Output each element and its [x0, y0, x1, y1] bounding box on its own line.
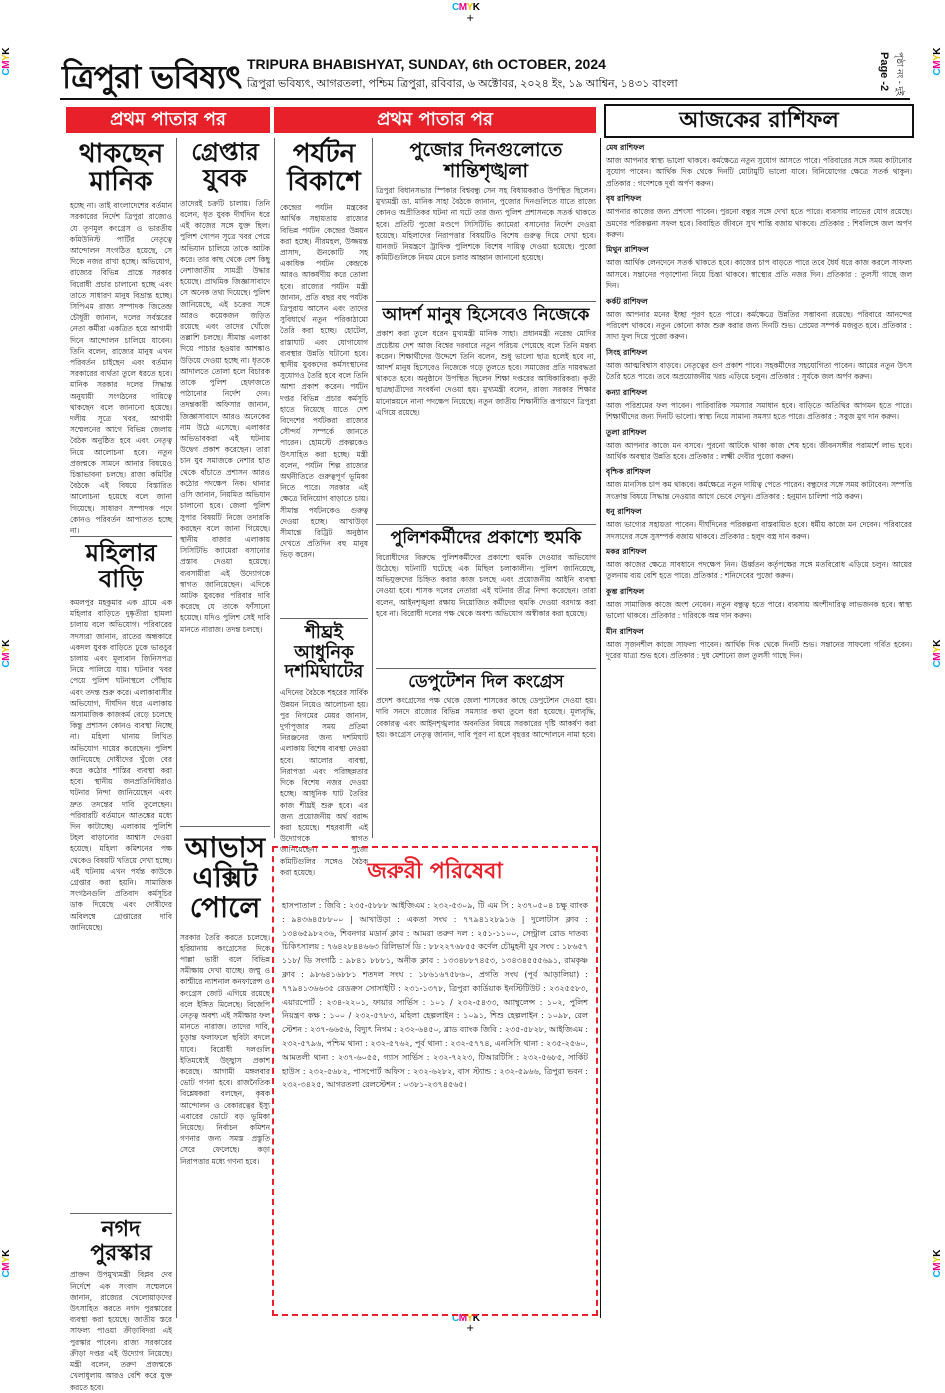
emergency-services-list: হাসপাতাল : জিবি : ২৩৫-৫৮৮৮ আইজিএম : ২৩২-৫৩০৯, টি এম সি : ২৩৭০৫০৪ চক্ষু ব্যাংক : ৯৪৩৬৪৫৮৮০০ | আখাউড়া : একতা সংঘ : ৭৭৯৪১২৮৯১৬ | দুলোটাস ক্লাব : ১৩৪৬৫৯৮২৩৬, শিবনগর মডার্ন ক্লাব : আমরা তরুণ দল : ২৫১-১১০০, সেন্ট্রাল রোড দাতব্য চিকিৎসালয় : ৭৬৪২৮৪৪৬৬৩ রিলিভার্স ডি : ৮৮২২৭৬৮৫৫ কর্ণেল চৌমুহনী যুব সংঘ : ১৮৬৫৭ ১১৮/ ডি সংগঠি : ৯৮৪১ ৮৮৮১, অনীক ক্লাব : ১৩৩৪৮৮৭৪৫৩, ১৩৪৩৪৫৫৫৬৯১, রামকৃষ্ণ ক্লাব : ৯৮৬৪১৬৮৮১ শতদল সংঘ : ১৮৬১৬৭৫৮৬০, প্রগতি সংঘ (পূর্ব আড়ালিয়া) : ৭৭৯৪১৩৬৬৩৫ রেডক্রস সোসাইটি : ২৩১-১৩৭৮, ত্রিপুরা কার্ডিয়াক ইনস্টিটিউট : ২৩২৫৫৮৩, এয়ারপোর্ট : ২৩৪-২২০১, ফায়ার সার্ভিস : ১০১ / ২৩২-৫৪৩৩, অ্যাম্বুলেন্স : ১০২, পুলিশ নিয়ন্ত্রণ কক্ষ : ১০০ / ২৩২-৫৭৮৩, মহিলা হেল্পলাইন : ১০৯১, শিশু হেল্পলাইন : ১০৯৮, রেল স্টেশন : ২৩৭-৬৬৫৬, বিদ্যুৎ নিগম : ২৩২-৬৪৫০, ব্লাড ব্যাংক জিবি : ২৩৫-৫৮২৮, আইজিএম : ২৩২-৫৭৯৬, পশ্চিম থানা : ২৩২-৫৭৬২, পূর্ব থানা : ২৩২-৫৭৭৪, এনসিসি থানা : ২৩৫-২৫৬০, আমতলী থানা : ২৩৭-৬০৫৫, গ্যাস সার্ভিস : ২৩২-৭২২৩, টিআরটিসি : ২৩২-৫৬৮৫, সার্কিট হাউস : ২৩২-৫৬৮২, পাসপোর্ট অফিস : ২৩২-৬২৮২, বাস স্ট্যান্ড : ২৩২-৫৯৬৬, ত্রিপুরা ভবন : ২৩২-৩৪২৫, আগরতলা রেলস্টেশন : ০৩৮১-২৩৭৪৫৬৫।	[282, 901, 588, 1090]
rashifal-sign-heading: মকর রাশিফল	[606, 546, 647, 556]
rashifal-sign-text: আজ পরিশ্রমের ফল পাবেন। পারিবারিক সমস্যার সমাধান হবে। বাড়িতে অতিথির আগমন হতে পারে। শিক্ষার্থীদের জন্য দিনটি ভালো। স্বাস্থ্য নিয়ে সামান্য সমস্যা হতে পারে। প্রতিকার : সবুজ মুগ দান করুন।	[606, 400, 912, 422]
registration-cmyk-right-bottom: CMYK	[932, 1250, 943, 1278]
headline-nagad-puraskar: নগদ পুরস্কার	[70, 1213, 172, 1266]
rashifal-item	[606, 244, 912, 291]
headline-greptar-jubak: গ্রেপ্তার যুবক	[191, 138, 259, 192]
rashifal-item	[606, 347, 912, 383]
headline-abhas-exit-poll: আভাস এক্সিট পোলে	[180, 826, 270, 924]
rashifal-sign-heading: বৃষ রাশিফল	[606, 194, 642, 204]
page-number: Page -2	[878, 52, 890, 92]
registration-cmyk-left-bottom: CMYK	[1, 1250, 12, 1278]
rashifal-sign-heading: ধনু রাশিফল	[606, 507, 642, 517]
registration-plus-top: +	[466, 13, 475, 24]
section-bar-middle: প্রথম পাতার পর	[274, 107, 596, 133]
rashifal-column	[606, 142, 912, 1318]
section-bar-rashifal: আজকের রাশিফল	[604, 104, 914, 138]
masthead-rule	[60, 98, 910, 100]
column-divider-3	[372, 138, 373, 838]
headline-thakchhen-manik: থাকছেন মানিক	[78, 139, 164, 198]
masthead-title-line: TRIPURA BHABISHYAT, SUNDAY, 6th OCTOBER, 2024	[247, 56, 606, 72]
rashifal-item	[606, 427, 912, 463]
article-body-dashamighat: এদিনের বৈঠকে শহরের সার্বিক উন্নয়ন নিয়েও আলোচনা হয়। পুর নিগমের মেয়র জানান, দুর্গাপূজার সময় প্রতিমা নিরঞ্জনের জন্য দশমিঘাট এলাকায় বিশেষ ব্যবস্থা নেওয়া হবে। আলোর ব্যবস্থা, নিরাপত্তা এবং পরিচ্ছন্নতার দিকে বিশেষ নজর দেওয়া হচ্ছে। আধুনিক ঘাট তৈরির কাজ শীঘ্রই শুরু হবে। এর জন্য প্রয়োজনীয় অর্থ বরাদ্দ করা হয়েছে। শহরবাসী এই উদ্যোগকে স্বাগত জানিয়েছেন। পুজো কমিটিগুলির সঙ্গেও বৈঠক করা হয়েছে।	[280, 688, 368, 877]
rashifal-sign-text: আপনার কাজের জন্য প্রশংসা পাবেন। পুরনো বন্ধুর সঙ্গে দেখা হতে পারে। ব্যবসায় লাভের যোগ রয়েছে। ভ্রমণের পরিকল্পনা সফল হবে। বিবাহিত জীবনে সুখ শান্তি বজায় থাকবে। প্রতিকার : শিবলিঙ্গে জল অর্পণ করুন।	[606, 207, 912, 240]
rashifal-sign-text: আজ ভাগ্যের সহায়তা পাবেন। দীর্ঘদিনের পরিকল্পনা বাস্তবায়িত হবে। ধর্মীয় কাজে মন দেবেন। পরিবারের সদস্যদের সঙ্গে সুসম্পর্ক বজায় থাকবে। প্রতিকার : হলুদ বস্ত্র দান করুন।	[606, 520, 912, 541]
rashifal-sign-heading: কর্কট রাশিফল	[606, 296, 648, 306]
registration-plus-bottom: +	[466, 1323, 475, 1334]
rashifal-item	[606, 296, 912, 343]
rashifal-sign-heading: মিথুন রাশিফল	[606, 245, 649, 255]
article-body-abhas-exit-poll: সরকার তৈরি করতে চলেছে। হরিয়ানায় কংগ্রেসের দিকে পাল্লা ভারী বলে বিভিন্ন সমীক্ষায় দেখা যাচ্ছে। জম্মু ও কাশ্মীরে ন্যাশনাল কনফারেন্স ও কংগ্রেস জোট এগিয়ে রয়েছে বলে ইঙ্গিত মিলেছে। বিজেপি নেতৃত্ব অবশ্য এই সমীক্ষার ফল মানতে নারাজ। তাদের দাবি, চূড়ান্ত ফলাফলে ছবিটা বদলে যাবে। বিরোধী দলগুলি ইতিমধ্যেই উচ্ছ্বাস প্রকাশ করেছে। আগামী মঙ্গলবার ভোট গণনা হবে। রাজনৈতিক বিশ্লেষকরা বলছেন, কৃষক আন্দোলন ও বেকারত্বের ইস্যু এবারের ভোটে বড় ভূমিকা নিয়েছে। নির্বাচন কমিশন গণনার জন্য সমস্ত প্রস্তুতি সেরে ফেলেছে। কড়া নিরাপত্তার মধ্যে গণনা হবে।	[180, 932, 270, 1166]
column-divider-2	[274, 138, 275, 838]
article-body-thakchhen-manik: হচ্ছে না। তাই বাংলাদেশের বর্তমান সরকারের নির্দেশ ত্রিপুরা রাজ্যেও যে তৃণমূল কংগ্রেস ও ভারতীয় কমিউনিস্ট পার্টির নেতৃত্বে আন্দোলন সংগঠিত হয়েছে, সে দিকে নজর রাখা হচ্ছে। অভিযোগ, রাজ্যের বিভিন্ন প্রান্তে সরকার বিরোধী প্রচার চালানো হচ্ছে এবং তাতে সাধারণ মানুষ বিভ্রান্ত হচ্ছে। সিপিএম রাজ্য সম্পাদক জিতেন্দ্র চৌধুরী জানান, দলের সর্বস্তরের নেতা কর্মীরা একত্রিত হয়ে আগামী দিনে আন্দোলন চালিয়ে যাবেন। তিনি বলেন, রাজ্যের মানুষ এখন পরিবর্তন চাইছেন এবং বর্তমান সরকারের ব্যর্থতা তুলে ধরতে হবে। মানিক সরকার দলের সিদ্ধান্ত অনুযায়ী সংগঠনের দায়িত্বে থাকছেন বলে জানানো হয়েছে। দলীয় সূত্রে খবর, আগামী সম্মেলনের আগে বিভিন্ন জেলায় বৈঠক অনুষ্ঠিত হবে এবং নেতৃত্ব নিয়ে আলোচনা হবে। নতুন প্রজন্মকে সামনে আনার বিষয়েও চিন্তাভাবনা চলছে। রাজ্য কমিটির বৈঠকে এই বিষয়ে বিস্তারিত আলোচনা হয়েছে বলে জানা গিয়েছে। সাধারণ সম্পাদক পদে কোনও পরিবর্তন আপাতত হচ্ছে না।	[70, 201, 172, 536]
section-bar-left: প্রথম পাতার পর	[66, 107, 270, 133]
masthead-logo: ত্রিপুরা ভবিষ্যৎ	[62, 58, 242, 96]
registration-cmyk-left-top: CMYK	[1, 48, 12, 76]
article-body-nagad-puraskar: প্রাক্তন উপমুখ্যমন্ত্রী বিপ্লব দেব নির্দেশে এক সংবাদ সম্মেলনে জানান, রাজ্যের খেলোয়াড়দের উৎসাহিত করতে নগদ পুরস্কারের ব্যবস্থা করা হয়েছে। জাতীয় স্তরে সাফল্য পাওয়া ক্রীড়াবিদরা এই পুরস্কার পাবেন। রাজ্য সরকারের ক্রীড়া দপ্তর এই উদ্যোগ নিয়েছে। মন্ত্রী বলেন, তরুণ প্রজন্মকে খেলাধুলায় আরও বেশি করে যুক্ত করতে হবে।	[70, 1270, 172, 1392]
column-3	[280, 138, 368, 877]
registration-cmyk-right-mid: CMYK	[932, 640, 943, 668]
rashifal-item	[606, 387, 912, 423]
rashifal-sign-heading: সিংহ রাশিফল	[606, 347, 648, 357]
column-divider-rashifal	[600, 138, 601, 1318]
article-body-police-humki: বিরোধীদের বিরুদ্ধে পুলিশকর্মীদের প্রকাশ্যে হুমকি দেওয়ার অভিযোগ উঠেছে। ঘটনাটি ঘটেছে এক মিছিল চলাকালীন। পুলিশ জানিয়েছে, অভিযুক্তদের চিহ্নিত করার কাজ চলছে এবং প্রয়োজনীয় আইনি ব্যবস্থা নেওয়া হবে। শাসক দলের নেতারা এই ঘটনার তীব্র নিন্দা করেছেন। তারা বলেন, আইনশৃঙ্খলা রক্ষায় নিয়োজিত কর্মীদের হুমকি দেওয়া বরদাস্ত করা হবে না। বিরোধী দলের পক্ষ থেকে অবশ্য অভিযোগ অস্বীকার করা হয়েছে।	[376, 552, 596, 618]
rashifal-sign-heading: মীন রাশিফল	[606, 626, 644, 636]
article-body-parjatan-bikashe: কেন্দ্রের পর্যটন মন্ত্রকের আর্থিক সহায়তায় রাজ্যের বিভিন্ন পর্যটন কেন্দ্রের উন্নয়ন করা হচ্ছে। নীরমহল, উজ্জয়ন্ত প্রাসাদ, ঊনকোটি সহ একাধিক পর্যটন কেন্দ্রকে আরও আকর্ষণীয় করে তোলা হবে। রাজ্যের পর্যটন মন্ত্রী জানান, প্রতি বছর বহু পর্যটক ত্রিপুরায় আসেন এবং তাদের সুবিধার্থে নতুন পরিকাঠামো তৈরি করা হচ্ছে। হোটেল, রাস্তাঘাট এবং যোগাযোগ ব্যবস্থার উন্নতি ঘটানো হবে। স্থানীয় যুবকদের কর্মসংস্থানের সুযোগও তৈরি হবে বলে তিনি আশা প্রকাশ করেন। পর্যটন দপ্তর বিভিন্ন প্রচার কর্মসূচি হাতে নিয়েছে যাতে দেশ বিদেশের পর্যটকরা রাজ্যের সৌন্দর্য সম্পর্কে জানতে পারেন। হোমস্টে প্রকল্পকেও উৎসাহিত করা হচ্ছে। মন্ত্রী বলেন, পর্যটন শিল্প রাজ্যের অর্থনীতিতে গুরুত্বপূর্ণ ভূমিকা নিতে পারে। সরকার এই ক্ষেত্রে বিনিয়োগ বাড়াতে চায়। সীমান্ত পর্যটনকেও গুরুত্ব দেওয়া হচ্ছে। আখাউড়া সীমান্তে রিট্রিট অনুষ্ঠান দেখতে প্রতিদিন বহু মানুষ ভিড় করেন।	[280, 203, 368, 560]
emergency-services-title: জরুরী পরিষেবা	[367, 859, 503, 884]
rashifal-sign-text: আজ সামাজিক কাজে অংশ নেবেন। নতুন বন্ধুত্ব হতে পারে। ব্যবসায় অংশীদারিত্ব লাভজনক হবে। স্বাস্থ্য ভালো থাকবে। প্রতিকার : গরিবকে অন্ন দান করুন।	[606, 599, 912, 621]
article-body-deputation-congress: প্রদেশ কংগ্রেসের পক্ষ থেকে জেলা শাসকের কাছে ডেপুটেশন দেওয়া হয়। দাবি সনদে রাজ্যের বিভিন্ন সমস্যার কথা তুলে ধরা হয়েছে। মূল্যবৃদ্ধি, বেকারত্ব এবং আইনশৃঙ্খলার অবনতির বিষয়ে সরকারের দৃষ্টি আকর্ষণ করা হয়। কংগ্রেস নেতৃত্ব জানান, দাবি পূরণ না হলে বৃহত্তর আন্দোলনে নামা হবে।	[376, 696, 596, 739]
headline-dashamighat: শীঘ্রই আধুনিক দশমিঘাটের	[280, 618, 368, 681]
column-divider-1	[176, 138, 177, 1318]
rashifal-sign-heading: তুলা রাশিফল	[606, 427, 647, 437]
rashifal-sign-text: আজ আপনার কাজে মন বসবে। পুরনো আটকে থাকা কাজ শেষ হবে। জীবনসঙ্গীর পরামর্শে লাভ হবে। আর্থিক অবস্থার উন্নতি হবে। প্রতিকার : লক্ষ্মী দেবীর পুজো করুন।	[606, 440, 912, 461]
rashifal-item	[606, 586, 912, 622]
rashifal-sign-text: আজ আত্মবিশ্বাস বাড়বে। নেতৃত্বের গুণ প্রকাশ পাবে। সহকর্মীদের সহযোগিতা পাবেন। আয়ের নতুন উৎস তৈরি হতে পারে। তবে অপ্রয়োজনীয় খরচ এড়িয়ে চলুন। প্রতিকার : সূর্যকে জল অর্পণ করুন।	[606, 360, 912, 382]
rashifal-item	[606, 193, 912, 240]
rashifal-sign-text: আজ আপনার মনের ইচ্ছা পূরণ হতে পারে। কর্মক্ষেত্রে উন্নতির সম্ভাবনা রয়েছে। পরিবারে আনন্দের পরিবেশ থাকবে। নতুন কোনো কাজ শুরু করার জন্য দিনটি শুভ। প্রেমের সম্পর্ক মজবুত হবে। প্রতিকার : সাদা ফুল দিয়ে পুজো করুন।	[606, 309, 912, 342]
rashifal-item	[606, 466, 912, 502]
registration-cmyk-top: CMYK	[452, 2, 480, 13]
rashifal-sign-text: আজ সৃজনশীল কাজে সাফল্য পাবেন। আর্থিক দিক থেকে দিনটি শুভ। সন্তানের সাফল্যে গর্বিত হবেন। দূরের যাত্রা শুভ হবে। প্রতিকার : দুধ মেশানো জল তুলসী গাছে দিন।	[606, 639, 912, 660]
rashifal-sign-text: আজ আর্থিক লেনদেনে সতর্ক থাকতে হবে। কাজের চাপ বাড়তে পারে তবে ধৈর্য ধরে কাজ করলে সাফল্য আসবে। সন্তানের পড়াশোনা নিয়ে চিন্তা থাকবে। স্বাস্থ্যের প্রতি নজর দিন। প্রতিকার : তুলসী গাছে জল দিন।	[606, 258, 912, 291]
column-2	[180, 138, 270, 1318]
column-4	[376, 138, 596, 838]
registration-cmyk-bottom: CMYK	[452, 1313, 480, 1324]
registration-cmyk-left-mid: CMYK	[1, 640, 12, 668]
headline-police-humki: পুলিশকর্মীদের প্রকাশ্যে হুমকি	[376, 524, 596, 547]
article-body-greptar-jubak: তাদেরই চক্রটি চালায়। তিনি বলেন, ধৃত যুবক দীর্ঘদিন ধরে এই কাজের সঙ্গে যুক্ত ছিল। পুলিশ গোপন সূত্রে খবর পেয়ে অভিযান চালিয়ে তাকে আটক করে। তার কাছ থেকে বেশ কিছু নেশাজাতীয় সামগ্রী উদ্ধার হয়েছে। প্রাথমিক জিজ্ঞাসাবাদে সে অনেক তথ্য দিয়েছে। পুলিশ জানিয়েছে, এই চক্রের সঙ্গে আরও কয়েকজন জড়িত রয়েছে এবং তাদের খোঁজে তল্লাশি চলছে। সীমান্ত এলাকা দিয়ে পাচার হওয়ার আশঙ্কাও উড়িয়ে দেওয়া হচ্ছে না। ধৃতকে আদালতে তোলা হলে বিচারক তাকে পুলিশ হেফাজতে পাঠানোর নির্দেশ দেন। তদন্তকারী অফিসার জানান, জিজ্ঞাসাবাদে আরও অনেকের নাম উঠে এসেছে। এলাকার অভিভাবকরা এই ঘটনায় উদ্বেগ প্রকাশ করেছেন। তারা চান যুব সমাজকে নেশার হাত থেকে বাঁচাতে প্রশাসন আরও কঠোর পদক্ষেপ নিক। থানার ওসি জানান, নিয়মিত অভিযান চালানো হবে। জেলা পুলিশ সুপার বিষয়টি নিজে তদারকি করছেন বলে জানা গিয়েছে। স্থানীয় বাজার এলাকায় সিসিটিভি ক্যামেরা বসানোর প্রস্তাব দেওয়া হয়েছে। ব্যবসায়ীরা এই উদ্যোগকে স্বাগত জানিয়েছেন। এদিকে আটক যুবকের পরিবার দাবি করেছে যে তাকে ফাঁসানো হয়েছে। যদিও পুলিশ সেই দাবি মানতে নারাজ। তদন্ত চলছে।	[180, 198, 270, 634]
article-body-adarsha-manush: প্রকাশ করা তুলে ধরেন মুখ্যমন্ত্রী মানিক সাহা। প্রধানমন্ত্রী নরেন্দ্র মোদির প্রচেষ্টায় দেশ আজ বিশ্বের দরবারে নতুন পরিচয় পেয়েছে বলে তিনি মন্তব্য করেন। শিক্ষার্থীদের উদ্দেশে তিনি বলেন, শুধু ভালো ছাত্র হলেই হবে না, আদর্শ মানুষ হিসেবেও নিজেকে গড়ে তুলতে হবে। সমাজের প্রতি দায়বদ্ধতা থাকতে হবে। অনুষ্ঠানে উপস্থিত ছিলেন শিক্ষা দপ্তরের আধিকারিকরা। কৃতী ছাত্রছাত্রীদের সংবর্ধনা দেওয়া হয়। মুখ্যমন্ত্রী বলেন, রাজ্য সরকার শিক্ষার মানোন্নয়নে নানা পদক্ষেপ নিয়েছে। নতুন জাতীয় শিক্ষানীতি রূপায়ণে ত্রিপুরা এগিয়ে রয়েছে।	[376, 329, 596, 417]
headline-pujor-dingulote: পুজোর দিনগুলোতে শান্তিশৃঙ্খলা	[409, 139, 563, 182]
column-1	[70, 138, 172, 1392]
rashifal-sign-heading: কুম্ভ রাশিফল	[606, 586, 645, 596]
masthead-sub-line: ত্রিপুরা ভবিষ্যৎ, আগরতলা, পশ্চিম ত্রিপুরা, রবিবার, ৬ অক্টোবর, ২০২৪ ইং, ১৯ আশ্বিন, ১৪৩১ বাংলা	[247, 78, 678, 90]
page-number-bengali: পৃষ্ঠা নং - দুই	[895, 52, 905, 96]
rashifal-sign-heading: বৃশ্চিক রাশিফল	[606, 467, 651, 477]
rashifal-item	[606, 506, 912, 542]
headline-adarsha-manush: আদর্শ মানুষ হিসেবেও নিজেকে	[376, 301, 596, 324]
rashifal-item	[606, 142, 912, 189]
article-body-mahilar-bari: কমলপুর মহকুমার এক গ্রামে এক মহিলার বাড়িতে দুষ্কৃতীরা হামলা চালায় বলে অভিযোগ। পরিবারের সদস্যরা জানান, রাতের অন্ধকারে একদল যুবক বাড়িতে ঢুকে ভাঙচুর চালায় এবং মূল্যবান জিনিসপত্র নিয়ে পালিয়ে যায়। ঘটনার খবর পেয়ে পুলিশ ঘটনাস্থলে পৌঁছায় এবং তদন্ত শুরু করে। এলাকাবাসীর অভিযোগ, দীর্ঘদিন ধরে এলাকায় অসামাজিক কাজকর্ম বেড়ে চলেছে কিন্তু প্রশাসন কোনও ব্যবস্থা নিচ্ছে না। মহিলা থানায় লিখিত অভিযোগ দায়ের করেছেন। পুলিশ জানিয়েছে দোষীদের খুঁজে বের করে কঠোর শাস্তির ব্যবস্থা করা হবে। স্থানীয় জনপ্রতিনিধিরাও ঘটনার নিন্দা জানিয়েছেন এবং দ্রুত তদন্তের দাবি তুলেছেন। পরিবারটি বর্তমানে আতঙ্কের মধ্যে দিন কাটাচ্ছে। এলাকায় পুলিশি টহল বাড়ানোর আশ্বাস দেওয়া হয়েছে। মহিলা কমিশনের পক্ষ থেকেও বিষয়টি খতিয়ে দেখা হচ্ছে। এই ঘটনায় এখন পর্যন্ত কাউকে গ্রেপ্তার করা হয়নি। সামাজিক সংগঠনগুলি প্রতিবাদ কর্মসূচির ডাক দিয়েছে এবং দোষীদের অবিলম্বে গ্রেপ্তারের দাবি জানিয়েছে।	[70, 597, 172, 932]
rashifal-sign-heading: কন্যা রাশিফল	[606, 387, 648, 397]
headline-mahilar-bari: মহিলার বাড়ি	[70, 536, 172, 593]
rashifal-sign-heading: মেষ রাশিফল	[606, 143, 645, 152]
rashifal-sign-text: আজ আপনার স্বাস্থ্য ভালো থাকবে। কর্মক্ষেত্রে নতুন সুযোগ আসতে পারে। পরিবারের সঙ্গে সময় কাটানোর সুযোগ পাবেন। আর্থিক দিক থেকে দিনটি মোটামুটি ভালো যাবে। বিনিয়োগের ক্ষেত্রে সতর্ক থাকুন। প্রতিকার : গণেশকে দূর্বা অর্পণ করুন।	[606, 156, 912, 188]
article-body-pujor-dingulote: ত্রিপুরা বিধানসভার স্পিকার বিশ্ববন্ধু সেন সহ বিধায়করাও উপস্থিত ছিলেন। মুখ্যমন্ত্রী ডা. মানিক সাহা বৈঠকে জানান, পুজোর দিনগুলিতে যাতে রাজ্যে কোনও অপ্রীতিকর ঘটনা না ঘটে তার জন্য পুলিশ প্রশাসনকে সতর্ক থাকতে হবে। প্রতিটি পুজো মণ্ডপে সিসিটিভি ক্যামেরা বসানোর নির্দেশ দেওয়া হয়েছে। মহিলাদের নিরাপত্তার বিষয়টিও বিশেষ গুরুত্ব দিয়ে দেখা হবে। যানজট নিয়ন্ত্রণে ট্রাফিক পুলিশকে বিশেষ দায়িত্ব দেওয়া হয়েছে। পুজো কমিটিগুলিকে নিয়ম মেনে চলার আহ্বান জানানো হয়েছে।	[376, 186, 596, 263]
rashifal-item	[606, 626, 912, 662]
headline-deputation-congress: ডেপুটেশন দিল কংগ্রেস	[376, 668, 596, 691]
rashifal-item	[606, 546, 912, 582]
emergency-services-box	[272, 846, 598, 1316]
rashifal-sign-text: আজ কাজের ক্ষেত্রে সাবধানে পদক্ষেপ নিন। ঊর্ধ্বতন কর্তৃপক্ষের সঙ্গে মতবিরোধ এড়িয়ে চলুন। আয়ের তুলনায় ব্যয় বেশি হতে পারে। প্রতিকার : শনিদেবের পুজো করুন।	[606, 559, 912, 581]
registration-cmyk-right-top: CMYK	[932, 48, 943, 76]
rashifal-sign-text: আজ মানসিক চাপ কম থাকবে। কর্মক্ষেত্রে নতুন দায়িত্ব পেতে পারেন। বন্ধুদের সঙ্গে সময় কাটাবেন। সম্পত্তি সংক্রান্ত বিষয়ে সিদ্ধান্ত নেওয়ার আগে ভেবে দেখুন। প্রতিকার : হনুমান চালিশা পাঠ করুন।	[606, 480, 912, 501]
headline-parjatan-bikashe: পর্যটন বিকাশে	[287, 139, 361, 198]
